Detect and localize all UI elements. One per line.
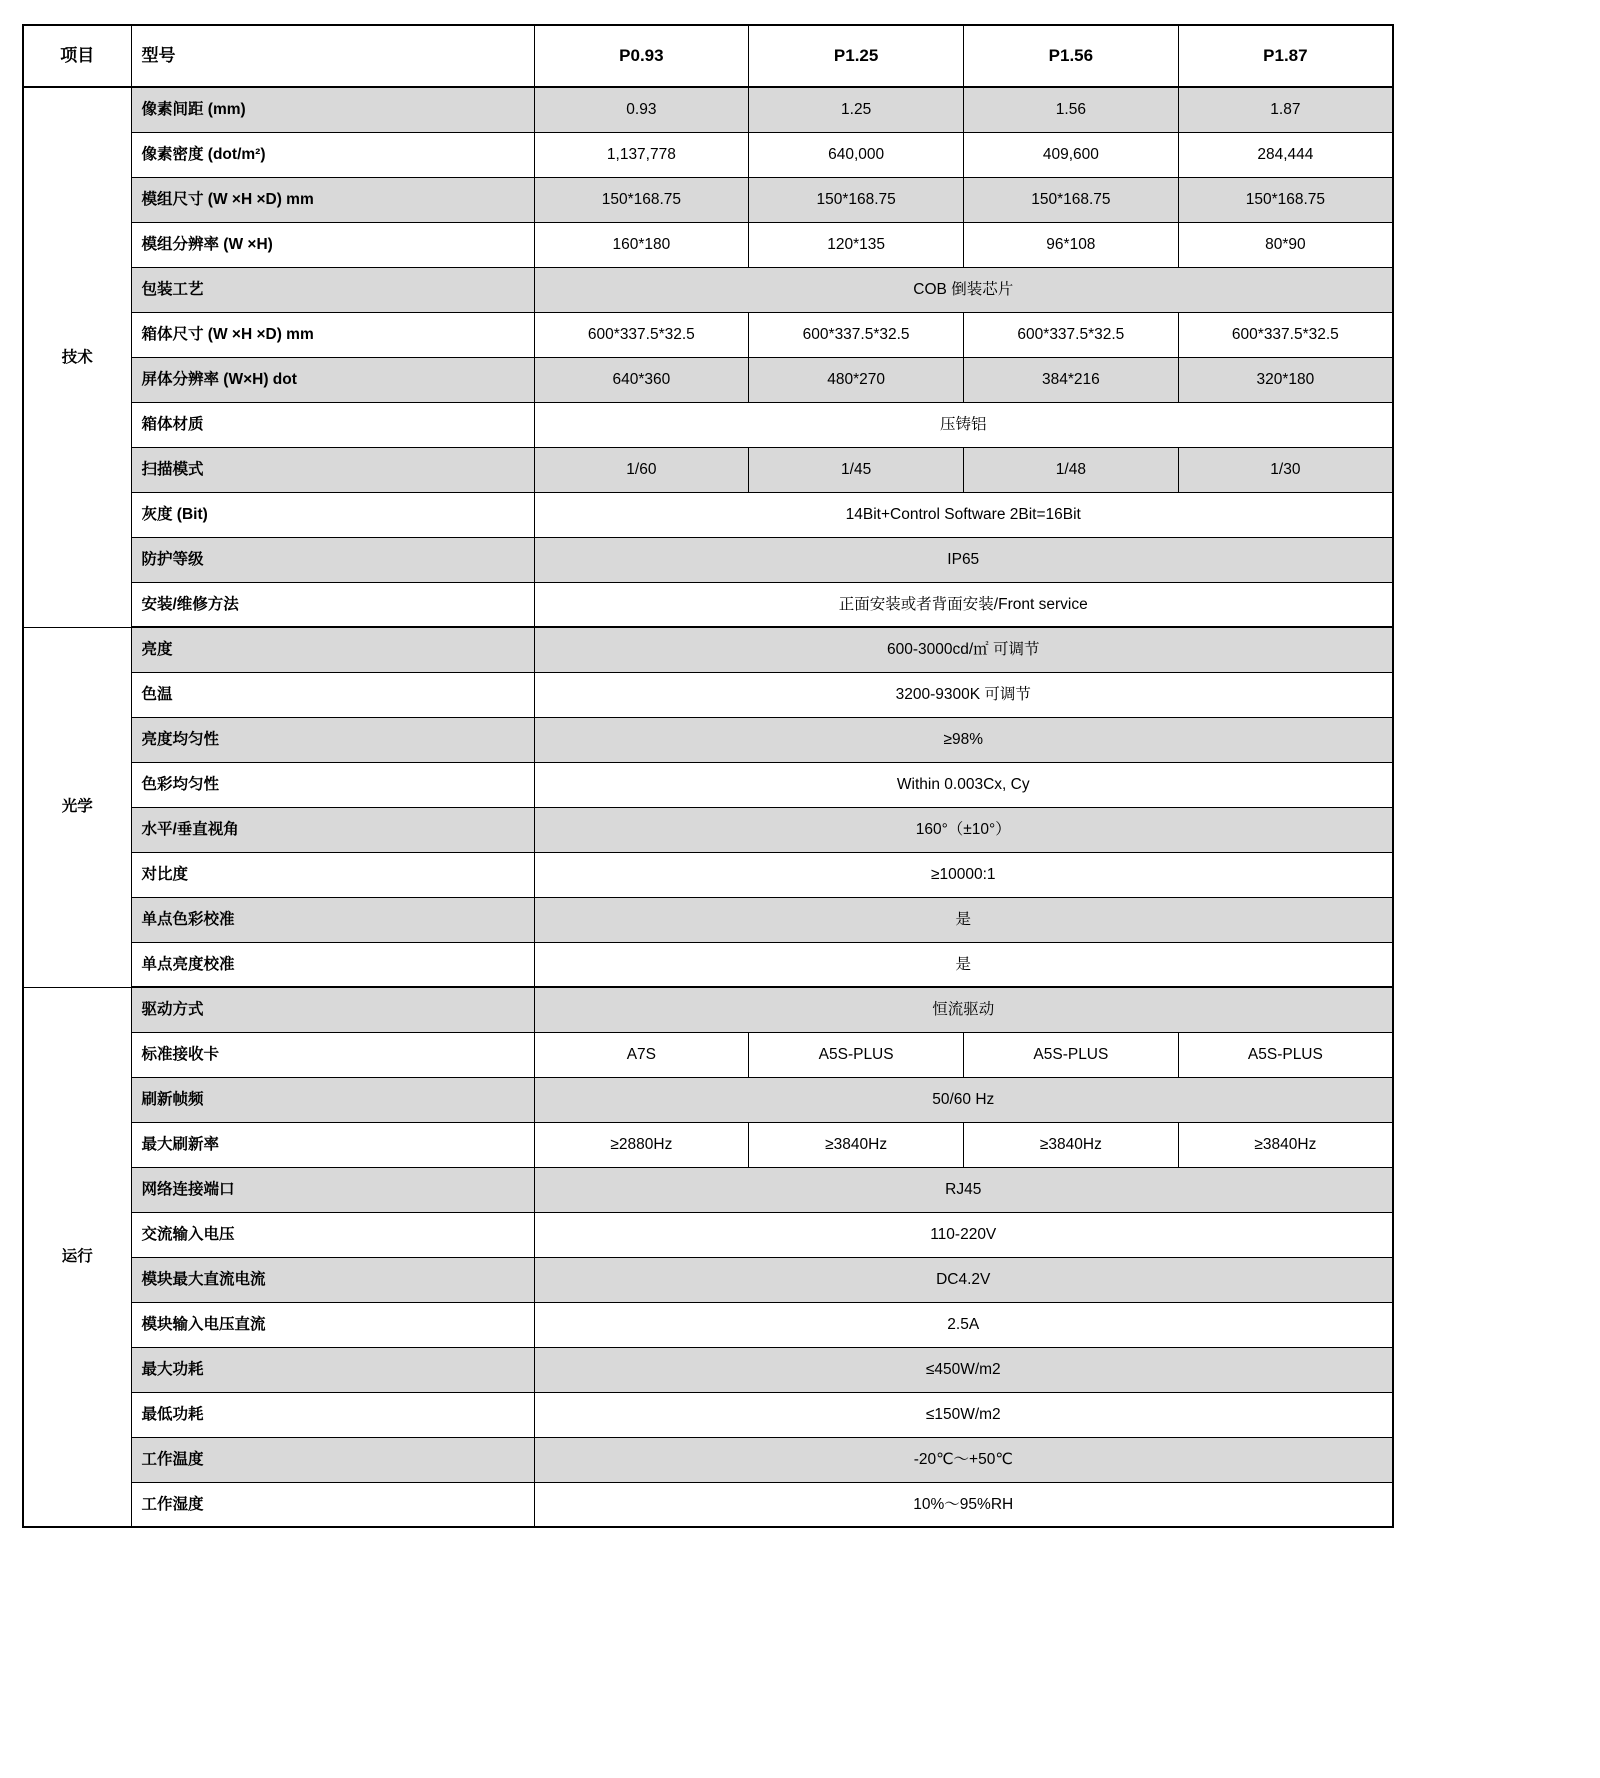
product-specification-table xyxy=(22,24,1394,1528)
category-cell-3: 运行 xyxy=(23,987,131,1527)
spec-label: 箱体材质 xyxy=(131,402,534,447)
spec-value-4: 284,444 xyxy=(1178,132,1393,177)
spec-value-3: 384*216 xyxy=(964,357,1179,402)
table-row xyxy=(23,807,1393,852)
spec-value-merged: Within 0.003Cx, Cy xyxy=(534,762,1393,807)
spec-value-4: A5S-PLUS xyxy=(1178,1032,1393,1077)
spec-value-3: A5S-PLUS xyxy=(964,1032,1179,1077)
table-body xyxy=(23,25,1393,1527)
spec-value-merged: 恒流驱动 xyxy=(534,987,1393,1032)
table-row xyxy=(23,717,1393,762)
spec-value-merged: -20℃～+50℃ xyxy=(534,1437,1393,1482)
spec-value-2: 120*135 xyxy=(749,222,964,267)
spec-value-4: 150*168.75 xyxy=(1178,177,1393,222)
spec-value-merged: 2.5A xyxy=(534,1302,1393,1347)
spec-label: 交流输入电压 xyxy=(131,1212,534,1257)
spec-value-1: ≥2880Hz xyxy=(534,1122,749,1167)
table-row xyxy=(23,267,1393,312)
spec-label: 单点色彩校准 xyxy=(131,897,534,942)
spec-value-merged: 正面安装或者背面安装/Front service xyxy=(534,582,1393,627)
spec-value-1: A7S xyxy=(534,1032,749,1077)
spec-label: 亮度均匀性 xyxy=(131,717,534,762)
table-header-row xyxy=(23,25,1393,87)
spec-value-merged: COB 倒装芯片 xyxy=(534,267,1393,312)
spec-value-1: 1/60 xyxy=(534,447,749,492)
spec-label: 水平/垂直视角 xyxy=(131,807,534,852)
table-row xyxy=(23,672,1393,717)
spec-value-4: 1/30 xyxy=(1178,447,1393,492)
table-row xyxy=(23,1482,1393,1527)
spec-label: 扫描模式 xyxy=(131,447,534,492)
spec-label: 包装工艺 xyxy=(131,267,534,312)
spec-label: 安装/维修方法 xyxy=(131,582,534,627)
spec-label: 最大功耗 xyxy=(131,1347,534,1392)
table-row xyxy=(23,1437,1393,1482)
spec-value-3: 1/48 xyxy=(964,447,1179,492)
spec-value-3: 409,600 xyxy=(964,132,1179,177)
spec-value-3: 1.56 xyxy=(964,87,1179,132)
category-cell-2: 光学 xyxy=(23,627,131,987)
spec-label: 模块输入电压直流 xyxy=(131,1302,534,1347)
table-row xyxy=(23,1032,1393,1077)
table-row xyxy=(23,582,1393,627)
spec-value-merged: DC4.2V xyxy=(534,1257,1393,1302)
spec-value-merged: 是 xyxy=(534,897,1393,942)
table-row xyxy=(23,357,1393,402)
spec-label: 最大刷新率 xyxy=(131,1122,534,1167)
header-model-3: P1.56 xyxy=(964,25,1179,87)
table-row xyxy=(23,492,1393,537)
spec-value-merged: 是 xyxy=(534,942,1393,987)
spec-value-merged: 600-3000cd/㎡ 可调节 xyxy=(534,627,1393,672)
spec-value-4: ≥3840Hz xyxy=(1178,1122,1393,1167)
table-row xyxy=(23,1122,1393,1167)
spec-label: 色温 xyxy=(131,672,534,717)
spec-value-2: 480*270 xyxy=(749,357,964,402)
spec-value-merged: 10%～95%RH xyxy=(534,1482,1393,1527)
spec-label: 模组尺寸 (W ×H ×D) mm xyxy=(131,177,534,222)
spec-value-2: 600*337.5*32.5 xyxy=(749,312,964,357)
spec-value-2: 1/45 xyxy=(749,447,964,492)
table-row xyxy=(23,1077,1393,1122)
table-row xyxy=(23,447,1393,492)
header-model-1: P0.93 xyxy=(534,25,749,87)
spec-label: 标准接收卡 xyxy=(131,1032,534,1077)
table-row xyxy=(23,942,1393,987)
table-row xyxy=(23,402,1393,447)
spec-value-merged: 压铸铝 xyxy=(534,402,1393,447)
spec-label: 对比度 xyxy=(131,852,534,897)
spec-value-4: 320*180 xyxy=(1178,357,1393,402)
spec-value-3: 150*168.75 xyxy=(964,177,1179,222)
spec-value-1: 1,137,778 xyxy=(534,132,749,177)
spec-value-1: 640*360 xyxy=(534,357,749,402)
spec-value-1: 150*168.75 xyxy=(534,177,749,222)
spec-value-3: 96*108 xyxy=(964,222,1179,267)
spec-value-2: A5S-PLUS xyxy=(749,1032,964,1077)
header-model-label: 型号 xyxy=(131,25,534,87)
header-category: 项目 xyxy=(23,25,131,87)
spec-label: 最低功耗 xyxy=(131,1392,534,1437)
spec-label: 亮度 xyxy=(131,627,534,672)
table-row xyxy=(23,1257,1393,1302)
table-row xyxy=(23,852,1393,897)
spec-label: 防护等级 xyxy=(131,537,534,582)
spec-value-1: 600*337.5*32.5 xyxy=(534,312,749,357)
table-row xyxy=(23,1302,1393,1347)
table-row xyxy=(23,897,1393,942)
spec-value-1: 0.93 xyxy=(534,87,749,132)
spec-label: 刷新帧频 xyxy=(131,1077,534,1122)
spec-label: 像素间距 (mm) xyxy=(131,87,534,132)
header-model-2: P1.25 xyxy=(749,25,964,87)
spec-label: 色彩均匀性 xyxy=(131,762,534,807)
table-row xyxy=(23,1167,1393,1212)
spec-label: 驱动方式 xyxy=(131,987,534,1032)
spec-value-4: 1.87 xyxy=(1178,87,1393,132)
spec-value-merged: 160°（±10°） xyxy=(534,807,1393,852)
spec-value-merged: 3200-9300K 可调节 xyxy=(534,672,1393,717)
spec-label: 灰度 (Bit) xyxy=(131,492,534,537)
spec-value-4: 600*337.5*32.5 xyxy=(1178,312,1393,357)
spec-value-merged: ≥10000:1 xyxy=(534,852,1393,897)
spec-value-2: 150*168.75 xyxy=(749,177,964,222)
spec-value-merged: IP65 xyxy=(534,537,1393,582)
spec-label: 像素密度 (dot/m²) xyxy=(131,132,534,177)
spec-label: 箱体尺寸 (W ×H ×D) mm xyxy=(131,312,534,357)
table-row xyxy=(23,132,1393,177)
spec-value-2: 640,000 xyxy=(749,132,964,177)
spec-value-merged: ≥98% xyxy=(534,717,1393,762)
spec-label: 单点亮度校准 xyxy=(131,942,534,987)
spec-value-2: ≥3840Hz xyxy=(749,1122,964,1167)
table-row xyxy=(23,762,1393,807)
spec-label: 模组分辨率 (W ×H) xyxy=(131,222,534,267)
table-row xyxy=(23,1392,1393,1437)
table-row xyxy=(23,1347,1393,1392)
spec-label: 工作温度 xyxy=(131,1437,534,1482)
table-row xyxy=(23,537,1393,582)
table-row xyxy=(23,312,1393,357)
table-row xyxy=(23,1212,1393,1257)
spec-label: 网络连接端口 xyxy=(131,1167,534,1212)
spec-value-3: 600*337.5*32.5 xyxy=(964,312,1179,357)
spec-value-merged: ≤150W/m2 xyxy=(534,1392,1393,1437)
spec-value-1: 160*180 xyxy=(534,222,749,267)
spec-value-merged: 110-220V xyxy=(534,1212,1393,1257)
spec-value-2: 1.25 xyxy=(749,87,964,132)
spec-value-merged: ≤450W/m2 xyxy=(534,1347,1393,1392)
table-row xyxy=(23,222,1393,267)
spec-label: 模块最大直流电流 xyxy=(131,1257,534,1302)
spec-label: 工作湿度 xyxy=(131,1482,534,1527)
spec-label: 屏体分辨率 (W×H) dot xyxy=(131,357,534,402)
spec-value-merged: 50/60 Hz xyxy=(534,1077,1393,1122)
header-model-4: P1.87 xyxy=(1178,25,1393,87)
spec-value-merged: RJ45 xyxy=(534,1167,1393,1212)
table-row xyxy=(23,627,1393,672)
category-cell-1: 技术 xyxy=(23,87,131,627)
table-row xyxy=(23,87,1393,132)
spec-value-3: ≥3840Hz xyxy=(964,1122,1179,1167)
spec-value-4: 80*90 xyxy=(1178,222,1393,267)
table-row xyxy=(23,987,1393,1032)
table-row xyxy=(23,177,1393,222)
spec-value-merged: 14Bit+Control Software 2Bit=16Bit xyxy=(534,492,1393,537)
